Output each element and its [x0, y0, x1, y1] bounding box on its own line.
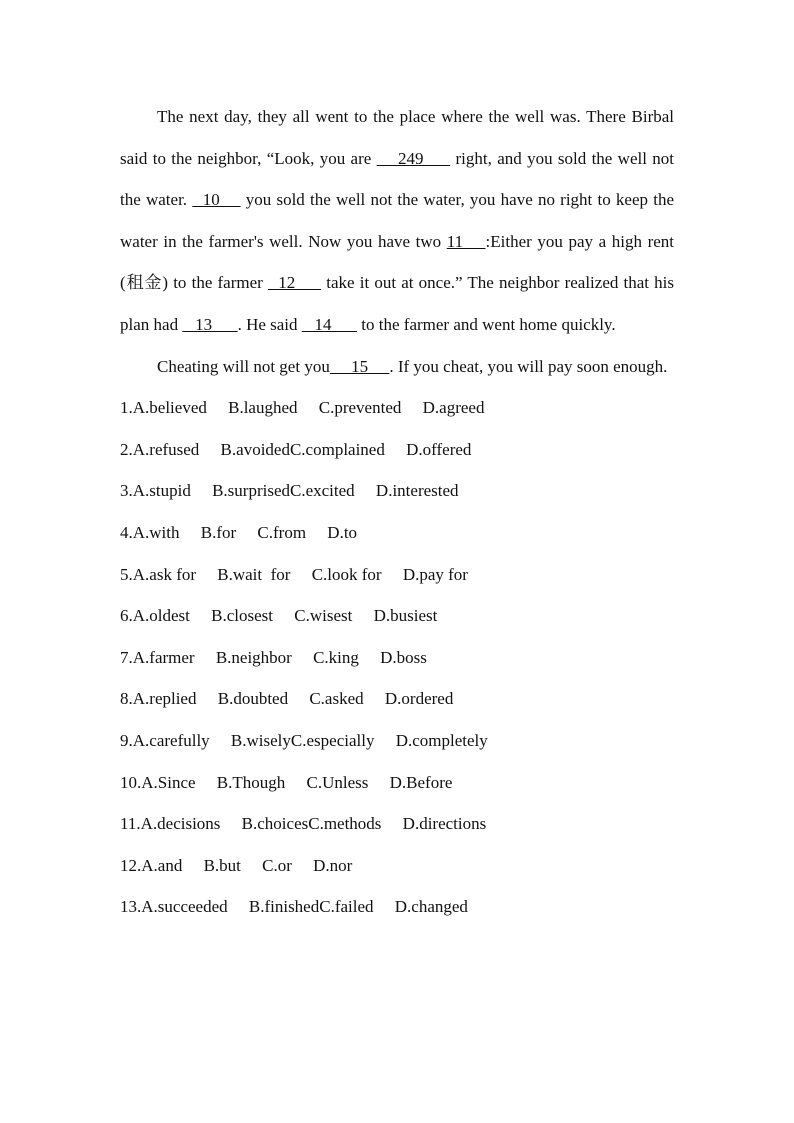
option-line-12: 12.A.and B.but C.or D.nor [120, 855, 353, 875]
option-line-8: 8.A.replied B.doubted C.asked D.ordered [120, 689, 454, 709]
passage-paragraph-2 [120, 346, 674, 388]
option-line-5: 5.A.ask for B.wait for C.look for D.pay for [120, 564, 468, 584]
option-line-1: 1.A.believed B.laughed C.prevented D.agreed [120, 398, 485, 418]
option-line-4: 4.A.with B.for C.from D.to [120, 522, 358, 542]
blank-12: 12 [267, 273, 322, 293]
blank-13: 13 [182, 314, 238, 334]
text-segment: to the farmer and went home quickly. [357, 314, 616, 334]
text-segment: . He said [237, 314, 302, 334]
answer-options-list [120, 387, 674, 928]
text-segment: . If you cheat, you will pay soon enough. [389, 356, 668, 376]
text-segment: The next day, they all went to the place where the well was. There Birbal said to the neighbor, “Look, you are [120, 107, 674, 168]
option-line-10: 10.A.Since B.Though C.Unless D.Before [120, 772, 453, 792]
text-segment: take it out at once.” The neighbor realized that his plan had [120, 273, 675, 334]
document-page [120, 96, 674, 928]
text-segment: right, and you sold the well not the water. [120, 148, 675, 210]
blank-11: 11 [446, 231, 486, 251]
option-line-13: 13.A.succeeded B.finishedC.failed D.changed [120, 897, 468, 917]
option-line-2: 2.A.refused B.avoidedC.complained D.offered [120, 439, 472, 459]
passage-paragraph-1 [120, 96, 674, 346]
option-line-9: 9.A.carefully B.wiselyC.especially D.completely [120, 730, 488, 750]
text-segment: :Either you pay a high rent (租金) to the farmer [120, 231, 674, 293]
option-line-7: 7.A.farmer B.neighbor C.king D.boss [120, 647, 427, 667]
option-line-3: 3.A.stupid B.surprisedC.excited D.interested [120, 481, 459, 501]
blank-9: 249 [376, 148, 451, 168]
blank-10: 10 [192, 190, 241, 210]
option-line-6: 6.A.oldest B.closest C.wisest D.busiest [120, 606, 438, 626]
text-segment: Cheating will not get you [157, 356, 330, 376]
blank-14: 14 [301, 314, 358, 334]
text-segment: you sold the well not the water, you have no right to keep the water in the farmer's well. Now you have two [120, 190, 674, 251]
blank-15: 15 [329, 356, 390, 376]
option-line-11: 11.A.decisions B.choicesC.methods D.directions [120, 814, 487, 834]
